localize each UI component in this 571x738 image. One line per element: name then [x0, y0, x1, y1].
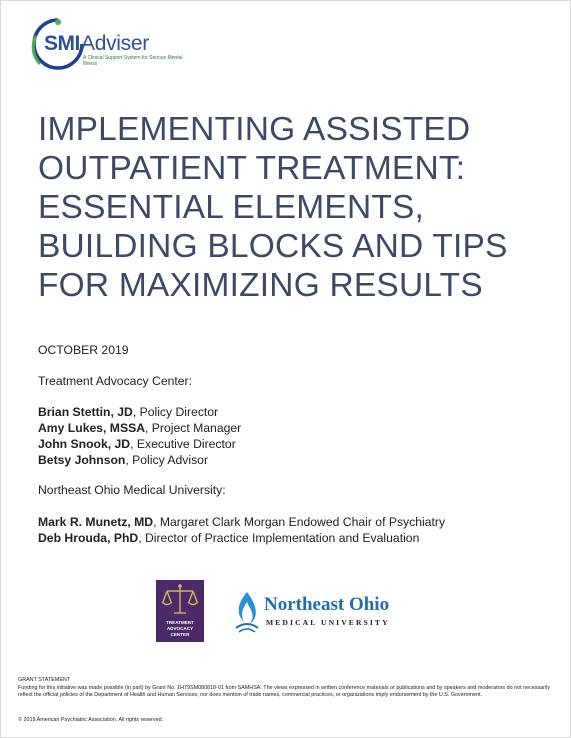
tac-logo-line: TREATMENT: [166, 620, 194, 625]
author-name: Deb Hrouda, PhD: [38, 531, 139, 545]
author-role: , Policy Advisor: [125, 453, 209, 467]
logo-brand-rest: Adviser: [81, 32, 149, 55]
treatment-advocacy-center-logo: [156, 580, 204, 642]
author-name: Mark R. Munetz, MD: [38, 515, 154, 529]
document-title: [38, 110, 538, 305]
logo-tagline: A Clinical Support System for Serious Mental Illness: [83, 55, 183, 67]
author-name: John Snook, JD: [38, 437, 131, 451]
author-line: [38, 515, 445, 529]
author-line: [38, 405, 218, 419]
author-role: , Executive Director: [130, 437, 236, 451]
neomed-name: Northeast Ohio: [264, 594, 390, 615]
title-line: ESSENTIAL ELEMENTS,: [38, 189, 425, 226]
title-line: IMPLEMENTING ASSISTED: [38, 111, 471, 148]
org-name-neomed: Northeast Ohio Medical University:: [38, 483, 226, 497]
logo-brand-bold: SMI: [44, 32, 80, 55]
grant-statement-body: Funding for this initiative was made possible (in part) by Grant No. 1H79SM080818-01 from SAMHSA. The views expressed in written conference materials or publications and by speakers and moderators do not necessarily reflect the official policies of the Department of Health and Human Services; nor does mention of trade names, commercial practices, or organizations imply endorsement by the U.S. Government.: [18, 685, 551, 698]
author-name: Amy Lukes, MSSA: [38, 421, 146, 435]
smi-adviser-logo: [28, 14, 183, 74]
tac-logo-line: CENTER: [170, 632, 190, 637]
title-line: FOR MAXIMIZING RESULTS: [38, 267, 483, 304]
flame-icon: [232, 590, 262, 634]
author-name: Brian Stettin, JD: [38, 405, 133, 419]
author-line: [38, 531, 419, 545]
org-name-tac: Treatment Advocacy Center:: [38, 374, 192, 388]
tac-logo-line: ADVOCACY: [166, 626, 194, 631]
author-line: [38, 421, 241, 435]
title-line: BUILDING BLOCKS AND TIPS: [38, 228, 508, 265]
publication-date: OCTOBER 2019: [38, 343, 129, 357]
neomed-subtitle: MEDICAL UNIVERSITY: [266, 618, 390, 627]
author-role: , Margaret Clark Morgan Endowed Chair of Psychiatry: [153, 515, 446, 529]
author-role: , Project Manager: [145, 421, 242, 435]
scales-of-justice-icon: [156, 580, 204, 620]
author-name: Betsy Johnson: [38, 453, 126, 467]
title-line: OUTPATIENT TREATMENT:: [38, 150, 466, 187]
neomed-logo: [232, 590, 412, 634]
copyright-notice: © 2019 American Psychiatric Association. All rights reserved.: [18, 717, 164, 723]
author-line: [38, 437, 236, 451]
author-role: , Policy Director: [132, 405, 219, 419]
author-role: , Director of Practice Implementation and Evaluation: [138, 531, 420, 545]
author-line: [38, 453, 208, 467]
grant-statement-title: GRANT STATEMENT: [18, 677, 71, 683]
